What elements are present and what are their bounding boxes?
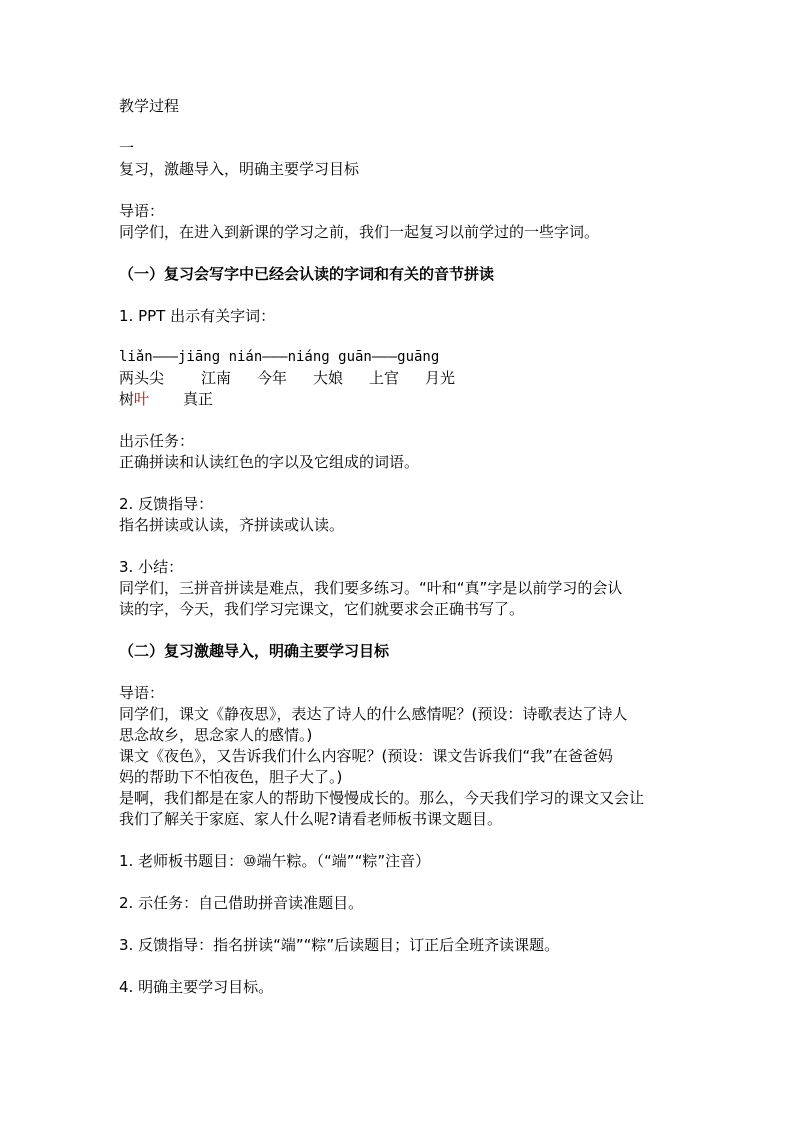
word-yueguang: 月光: [425, 369, 456, 387]
section-marker: 一: [119, 139, 135, 157]
part2-line3: 课文《夜色》，又告诉我们什么内容呢？(预设：课文告诉我们“我”在爸爸妈: [119, 747, 613, 765]
word-list-row2: [119, 389, 213, 409]
word-shu: 树: [119, 390, 135, 408]
heading: 教学过程: [119, 97, 180, 115]
part1-step1: 1. PPT 出示有关字词：: [119, 307, 276, 325]
part2-line1: 同学们，课文《静夜思》，表达了诗人的什么感情呢？(预设：诗歌表达了诗人: [119, 705, 628, 723]
intro-text: 同学们，在进入到新课的学习之前，我们一起复习以前学过的一些字词。: [119, 223, 600, 241]
part2-step1: 1. 老师板书题目：⑩端午粽。（“端”“粽”注音）: [119, 852, 431, 870]
part2-step2: 2. 示任务：自己借助拼音读准题目。: [119, 894, 364, 912]
word-daniang: 大娘: [313, 369, 344, 387]
pinyin-line: liǎn———jiāng nián———niáng guān———guāng: [119, 349, 440, 365]
step3-line1: 同学们，三拼音拼读是难点，我们要多练习。“叶和“真”字是以前学习的会认: [119, 579, 623, 597]
word-ye: 叶: [134, 390, 150, 408]
part2-label: 导语：: [119, 684, 165, 702]
part2-line2: 思念故乡，思念家人的感情。): [119, 726, 313, 744]
task-text: 正确拼读和认读红色的字以及它组成的词语。: [119, 453, 420, 471]
step2-label: 2. 反馈指导：: [119, 495, 214, 513]
part1-title: （一）复习会写字中已经会认读的字词和有关的音节拼读: [119, 265, 495, 283]
step3-line2: 读的字，今天，我们学习完课文，它们就要求会正确书写了。: [119, 600, 525, 618]
part2-title: （二）复习激趣导入，明确主要学习目标: [119, 642, 390, 660]
part2-line5: 是啊，我们都是在家人的帮助下慢慢成长的。那么，今天我们学习的课文又会让: [119, 789, 645, 807]
part2-step4: 4. 明确主要学习目标。: [119, 978, 274, 996]
word-zhenzheng: 真正: [183, 390, 214, 408]
part2-line6: 我们了解关于家庭、家人什么呢?请看老师板书课文题目。: [119, 810, 502, 828]
word-jinnian: 今年: [257, 369, 288, 387]
section-title: 复习，激趣导入，明确主要学习目标: [119, 160, 360, 178]
task-label: 出示任务：: [119, 432, 195, 450]
part2-line4: 妈的帮助下不怕夜色，胆子大了。): [119, 768, 343, 786]
word-list-row1: [119, 368, 455, 388]
step3-label: 3. 小结：: [119, 558, 184, 576]
word-jiangnan: 江南: [201, 369, 232, 387]
word-shangguan: 上官: [369, 369, 400, 387]
intro-label: 导语：: [119, 202, 165, 220]
word-liangtoujian: 两头尖: [119, 369, 165, 387]
part2-step3: 3. 反馈指导：指名拼读“端”“粽”后读题目；订正后全班齐读课题。: [119, 936, 560, 954]
step2-text: 指名拼读或认读，齐拼读或认读。: [119, 516, 345, 534]
